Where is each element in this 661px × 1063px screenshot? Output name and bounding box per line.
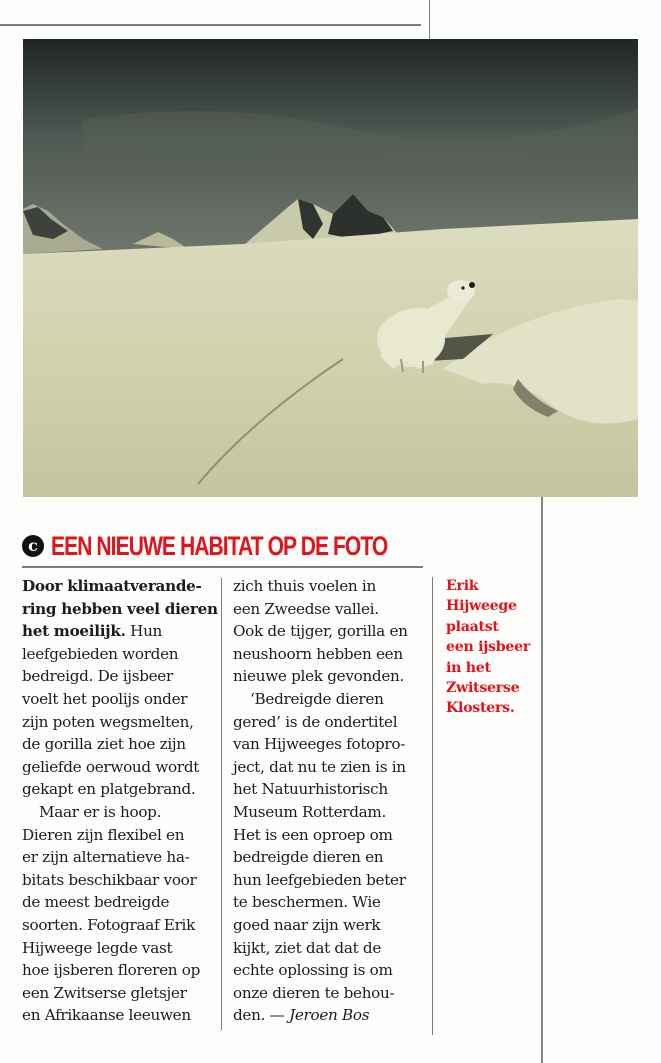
body-line: gekapt en platgebrand. xyxy=(22,780,196,799)
article-column-1 xyxy=(22,575,222,1027)
column-divider-1 xyxy=(221,578,222,1030)
body-line: geliefde oerwoud wordt xyxy=(22,757,200,776)
caption-line: Zwitserse xyxy=(446,680,520,697)
body-line: en Afrikaanse leeuwen xyxy=(22,1006,191,1025)
body-line: van Hijweeges fotopro- xyxy=(233,735,406,754)
body-line: Museum Rotterdam. xyxy=(233,802,387,821)
caption-line: in het xyxy=(446,659,491,676)
body-line: een Zweedse vallei. xyxy=(233,599,379,618)
body-line: er zijn alternatieve ha- xyxy=(22,848,190,867)
body-line: neushoorn hebben een xyxy=(233,644,403,663)
polar-bear-photo xyxy=(23,39,638,497)
body-line: bedreigde dieren en xyxy=(233,848,384,867)
author-byline: Jeroen Bos xyxy=(289,1006,370,1025)
article-column-2 xyxy=(233,575,433,1027)
body-line: leefgebieden worden xyxy=(22,644,179,663)
body-line: het Natuurhistorisch xyxy=(233,780,388,799)
body-line: echte oplossing is om xyxy=(233,961,393,980)
c-logo-icon: c xyxy=(22,535,44,557)
body-line: Hijweege legde vast xyxy=(22,938,173,957)
body-line: ‘Bedreigde dieren xyxy=(250,689,384,708)
caption-line: plaatst xyxy=(446,618,499,635)
body-line: hoe ijsberen floreren op xyxy=(22,961,201,980)
right-column-divider xyxy=(541,497,543,1063)
body-line: Ook de tijger, gorilla en xyxy=(233,622,408,641)
caption-line: een ijsbeer xyxy=(446,639,530,656)
photo-illustration xyxy=(23,39,638,497)
body-line: hun leefgebieden beter xyxy=(233,870,406,889)
lead-line: het moeilijk. Hun xyxy=(22,622,163,641)
body-line: bedreigd. De ijsbeer xyxy=(22,667,173,686)
body-line: een Zwitserse gletsjer xyxy=(22,983,187,1002)
body-line: zich thuis voelen in xyxy=(233,577,376,595)
body-line: gered’ is de ondertitel xyxy=(233,712,398,731)
caption-line: Klosters. xyxy=(446,700,515,717)
headline-rule xyxy=(22,566,423,568)
body-line: voelt het poolijs onder xyxy=(22,689,188,708)
body-line: kijkt, ziet dat dat de xyxy=(233,938,382,957)
body-line: te beschermen. Wie xyxy=(233,893,381,912)
body-line: soorten. Fotograaf Erik xyxy=(22,915,196,934)
body-line: de gorilla ziet hoe zijn xyxy=(22,735,186,754)
photo-caption xyxy=(446,576,541,719)
caption-line: Erik xyxy=(446,578,479,594)
body-line: ject, dat nu te zien is in xyxy=(233,757,406,776)
body-line: onze dieren te behou- xyxy=(233,983,395,1002)
body-line: de meest bedreigde xyxy=(22,893,170,912)
body-line: nieuwe plek gevonden. xyxy=(233,667,405,686)
body-line: Dieren zijn flexibel en xyxy=(22,825,185,844)
body-line: Het is een oproep om xyxy=(233,825,393,844)
top-column-divider xyxy=(429,0,430,39)
body-line: bitats beschikbaar voor xyxy=(22,870,197,889)
body-line: zijn poten wegsmelten, xyxy=(22,712,194,731)
byline-line: den. — Jeroen Bos xyxy=(233,1006,370,1025)
caption-line: Hijweege xyxy=(446,598,517,615)
lead-line: Door klimaatverande- xyxy=(22,577,202,595)
lead-line: ring hebben veel dieren xyxy=(22,599,218,618)
column-divider-2 xyxy=(432,577,433,1035)
body-line: goed naar zijn werk xyxy=(233,915,381,934)
top-rule xyxy=(0,24,421,26)
article-headline xyxy=(22,529,482,563)
body-line: Maar er is hoop. xyxy=(39,802,162,821)
headline-text: EEN NIEUWE HABITAT OP DE FOTO xyxy=(51,530,388,561)
